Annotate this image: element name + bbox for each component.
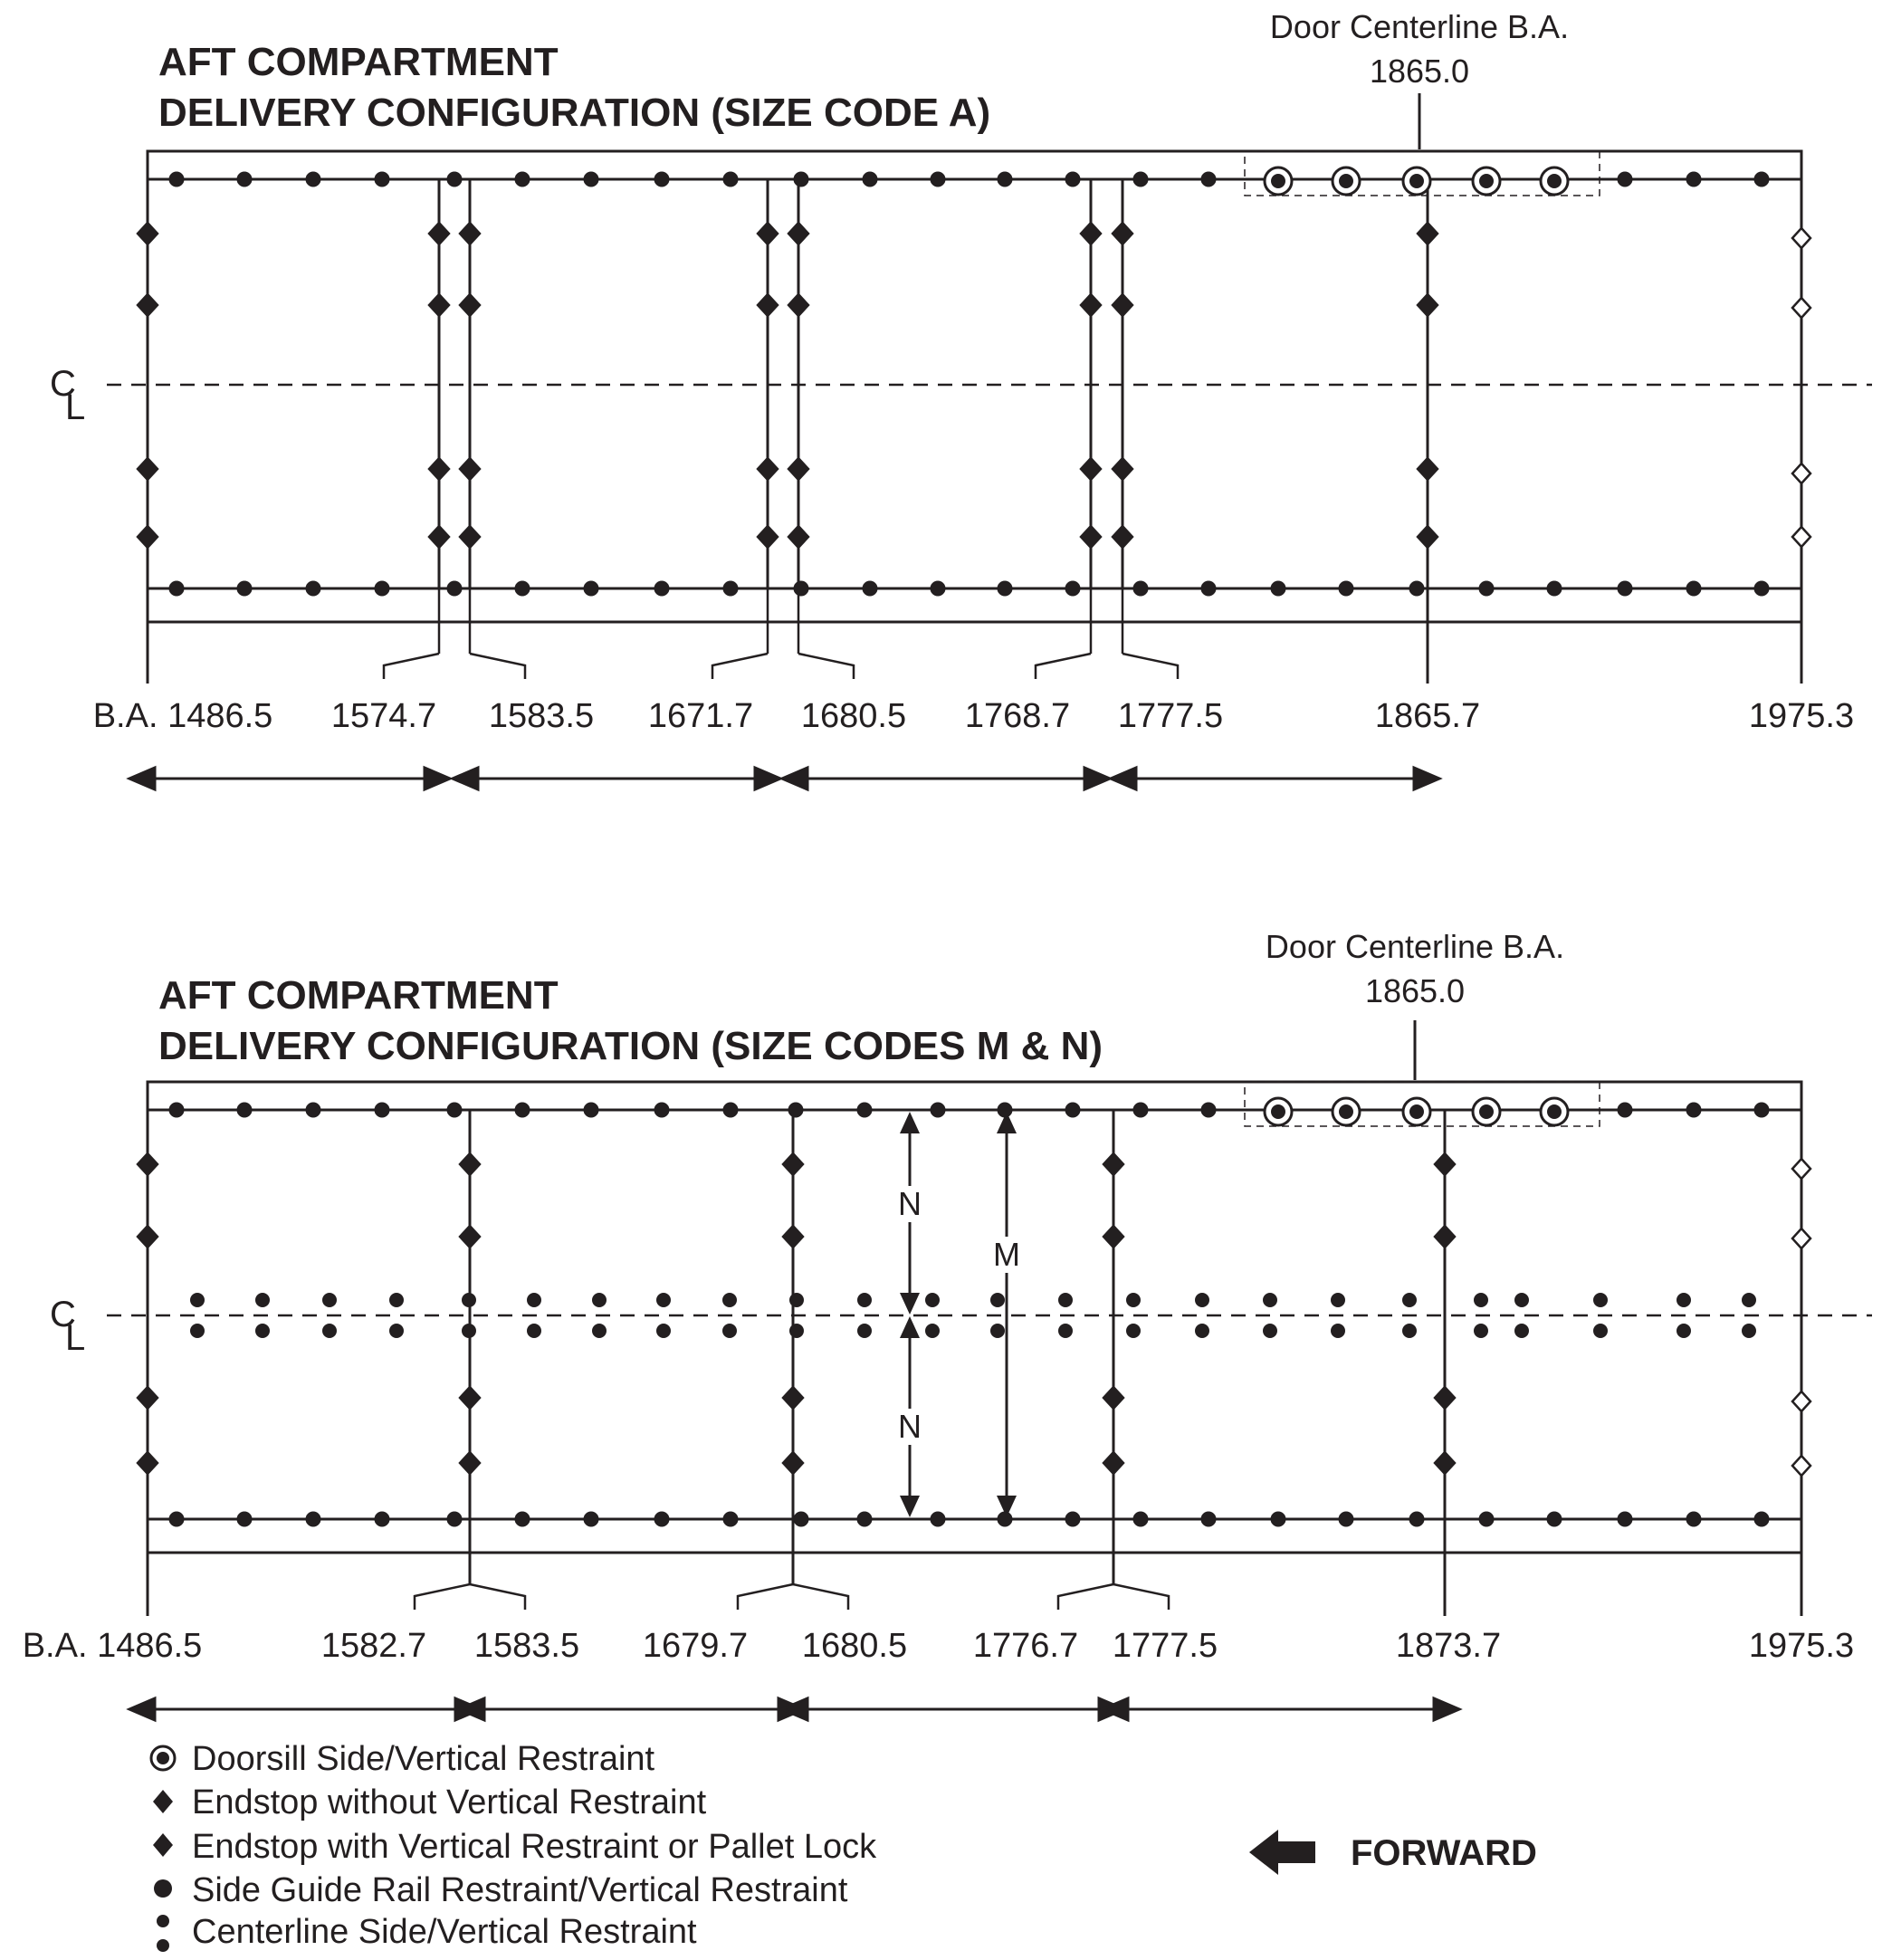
doorsill-restraint-core (1410, 175, 1424, 188)
centerline-restraint (593, 1294, 607, 1307)
side-guide-restraint (1133, 581, 1148, 596)
span-arrowhead-right (1434, 1698, 1459, 1720)
endstop-restraint (137, 457, 158, 481)
span-arrowhead-left (1111, 768, 1136, 789)
side-guide-restraint (1686, 172, 1701, 186)
centerline-restraint (1677, 1294, 1691, 1307)
side-guide-restraint (1065, 172, 1080, 186)
side-guide-restraint (515, 172, 530, 186)
span-arrowhead-left (129, 768, 155, 789)
diagram-a-title-line1: AFT COMPARTMENT (158, 40, 559, 84)
endstop-restraint (1434, 1386, 1456, 1410)
centerline-restraint (1196, 1294, 1209, 1307)
side-guide-restraint (375, 172, 389, 186)
endstop-restraint (428, 457, 450, 481)
centerline-restraint (790, 1324, 804, 1338)
side-guide-restraint (306, 172, 320, 186)
dim-n-bottom-arrowhead-down (900, 1496, 920, 1517)
endstop-restraint (1103, 1225, 1124, 1248)
endstop-restraint (1417, 525, 1438, 549)
diagram-mn-station-label: 1975.3 (1748, 1627, 1855, 1665)
diagram-mn-span-arrows (129, 1698, 1459, 1720)
doorsill-restraint-core (1480, 175, 1494, 188)
centerline-restraint (1059, 1324, 1073, 1338)
side-guide-restraint (931, 1103, 945, 1117)
diagram-mn-station-label: 1873.7 (1395, 1627, 1502, 1665)
side-guide-restraint (169, 172, 184, 186)
diagram-a-span-arrows (129, 768, 1439, 789)
endstop-restraint (137, 1225, 158, 1248)
forward-indicator (1249, 1830, 1537, 1875)
endstop-restraint (1417, 222, 1438, 245)
side-guide-restraint (584, 1512, 598, 1526)
doorsill-restraint-core (1480, 1105, 1494, 1119)
centerline-restraint (1264, 1294, 1277, 1307)
side-guide-restraint (169, 581, 184, 596)
centerline-restraint (657, 1294, 671, 1307)
endstop-restraint (459, 1386, 481, 1410)
side-guide-restraint (584, 1103, 598, 1117)
centerline-restraint (1515, 1294, 1529, 1307)
doorsill-restraint-icon-core (157, 1752, 169, 1764)
side-guide-restraint (794, 172, 808, 186)
centerline-restraint (1332, 1294, 1345, 1307)
centerline-restraint (858, 1324, 872, 1338)
diagram-size-code-a (50, 8, 1872, 789)
side-guide-restraint (584, 172, 598, 186)
endstop-restraint (459, 293, 481, 317)
diagram-a-title-line2: DELIVERY CONFIGURATION (SIZE CODE A) (158, 91, 991, 135)
endstop-lock-diamond-icon (153, 1833, 173, 1857)
endstop-restraint (1112, 457, 1133, 481)
centerline-restraint (1196, 1324, 1209, 1338)
centerline-restraint (1264, 1324, 1277, 1338)
side-guide-restraint (1547, 581, 1562, 596)
side-guide-restraint (169, 1103, 184, 1117)
endstop-restraint-open (1792, 1456, 1810, 1476)
side-guide-restraint (237, 581, 252, 596)
side-guide-restraint (931, 1512, 945, 1526)
legend-label: Side Guide Rail Restraint/Vertical Restraint (192, 1871, 848, 1909)
endstop-restraint (459, 525, 481, 549)
endstop-restraint (782, 1152, 804, 1176)
centerline-restraint (1127, 1294, 1141, 1307)
side-guide-restraint (998, 1103, 1012, 1117)
dim-n-top-arrowhead-up (900, 1112, 920, 1133)
side-guide-restraint (515, 1512, 530, 1526)
endstop-restraint (1080, 525, 1102, 549)
diagram-a-station-label: 1975.3 (1748, 697, 1855, 735)
side-guide-restraint (723, 581, 738, 596)
legend-label: Endstop without Vertical Restraint (192, 1783, 707, 1821)
side-guide-restraint (1409, 581, 1424, 596)
side-guide-restraint (1479, 581, 1494, 596)
endstop-restraint (1103, 1451, 1124, 1475)
side-guide-restraint (306, 1103, 320, 1117)
centerline-restraint (790, 1294, 804, 1307)
side-guide-restraint (1339, 581, 1353, 596)
endstop-restraint (1417, 293, 1438, 317)
side-guide-restraint (237, 172, 252, 186)
endstop-restraint (1112, 293, 1133, 317)
side-guide-restraint (306, 581, 320, 596)
span-arrowhead-right (1084, 768, 1110, 789)
dim-n-bottom-label: N (898, 1408, 922, 1445)
side-guide-restraint (1133, 1103, 1148, 1117)
centerline-restraint (858, 1294, 872, 1307)
diagram-mn-station-label: 1680.5 (801, 1627, 908, 1665)
diagram-a-door-value: 1865.0 (1369, 53, 1470, 90)
centerline-restraint (1403, 1324, 1417, 1338)
centerline-restraint (1127, 1324, 1141, 1338)
centerline-restraint (723, 1324, 737, 1338)
endstop-restraint (782, 1225, 804, 1248)
centerline-restraint (463, 1324, 476, 1338)
centerline-restraint (463, 1294, 476, 1307)
span-arrowhead-left (453, 768, 478, 789)
endstop-restraint (788, 457, 809, 481)
forward-arrow-icon (1249, 1830, 1315, 1875)
endstop-restraint (757, 222, 779, 245)
side-guide-restraint (375, 1512, 389, 1526)
centerline-restraint (390, 1324, 404, 1338)
side-guide-restraint (863, 581, 877, 596)
diagram-a-cl-c: C (50, 364, 76, 404)
diagram-a-compartment-frame (148, 151, 1801, 622)
endstop-restraint-open (1792, 527, 1810, 547)
legend-label: Doorsill Side/Vertical Restraint (192, 1740, 655, 1778)
diagram-a-station-label: 1671.7 (647, 697, 754, 735)
side-guide-restraint (1065, 1512, 1080, 1526)
side-guide-restraint (654, 1103, 669, 1117)
span-arrowhead-left (782, 768, 807, 789)
endstop-restraint (788, 293, 809, 317)
diagram-a-door-label: Door Centerline B.A. (1269, 8, 1570, 45)
diagram-mn-door-label: Door Centerline B.A. (1265, 928, 1565, 965)
endstop-restraint (1434, 1451, 1456, 1475)
side-guide-restraint (1754, 1103, 1769, 1117)
endstop-restraint (1112, 525, 1133, 549)
dim-n-top-arrowhead-down (900, 1293, 920, 1315)
side-guide-restraint (1271, 581, 1285, 596)
side-guide-restraint (1686, 581, 1701, 596)
doorsill-restraint-core (1410, 1105, 1424, 1119)
endstop-restraint (1080, 457, 1102, 481)
centerline-restraint (1515, 1324, 1529, 1338)
centerline-restraint (926, 1324, 940, 1338)
legend-label: Endstop with Vertical Restraint or Pallet Lock (192, 1828, 877, 1866)
side-guide-restraint (1065, 581, 1080, 596)
side-guide-restraint (584, 581, 598, 596)
diagram-mn-station-label: 1583.5 (473, 1627, 580, 1665)
side-guide-restraint (1618, 172, 1632, 186)
endstop-restraint (1103, 1152, 1124, 1176)
diagram-mn-cl-c: C (50, 1295, 76, 1334)
endstop-restraint (1434, 1152, 1456, 1176)
dim-n-top-label: N (898, 1185, 922, 1222)
side-guide-restraint (998, 1512, 1012, 1526)
side-guide-restraint (447, 1103, 462, 1117)
diagram-mn-station-brackets (415, 1584, 1169, 1610)
diagram-mn-door-value: 1865.0 (1364, 972, 1466, 1009)
side-guide-restraint (654, 1512, 669, 1526)
centerline-restraint (991, 1294, 1005, 1307)
diagram-mn-station-label: 1777.5 (1112, 1627, 1218, 1665)
side-guide-restraint (1133, 1512, 1148, 1526)
side-guide-restraint (857, 1512, 872, 1526)
legend-label: Centerline Side/Vertical Restraint (192, 1913, 697, 1951)
side-guide-restraint (1339, 1512, 1353, 1526)
endstop-restraint-open (1792, 1159, 1810, 1179)
endstop-restraint (459, 222, 481, 245)
side-guide-restraint (1065, 1103, 1080, 1117)
side-guide-restraint (1201, 1103, 1216, 1117)
diagram-a-pallet-lines (148, 179, 1428, 684)
endstop-restraint (788, 222, 809, 245)
endstop-restraint (782, 1451, 804, 1475)
centerline-restraint (1403, 1294, 1417, 1307)
doorsill-restraint-core (1272, 175, 1285, 188)
side-guide-restraint (788, 1103, 803, 1117)
endstop-restraint (1434, 1225, 1456, 1248)
diagram-a-station-label: 1777.5 (1117, 697, 1224, 735)
diagram-mn-compartment-frame (148, 1082, 1801, 1553)
side-guide-restraint (1201, 172, 1216, 186)
endstop-restraint (137, 222, 158, 245)
centerline-restraint (1594, 1324, 1608, 1338)
centerline-restraint (1059, 1294, 1073, 1307)
endstop-restraint-open (1792, 1229, 1810, 1248)
legend (151, 1740, 877, 1952)
endstop-restraint (459, 457, 481, 481)
side-guide-restraint (1547, 1512, 1562, 1526)
side-guide-restraint (723, 172, 738, 186)
endstop-restraint (1103, 1386, 1124, 1410)
side-guide-restraint (515, 1103, 530, 1117)
diagram-mn-pallet-lines (148, 1110, 1445, 1616)
centerline-restraint (390, 1294, 404, 1307)
side-guide-restraint (237, 1512, 252, 1526)
side-guide-restraint (794, 1512, 808, 1526)
diagram-a-station-label: 1768.7 (964, 697, 1071, 735)
endstop-restraint (1112, 222, 1133, 245)
side-guide-restraint (863, 172, 877, 186)
side-guide-restraint (723, 1103, 738, 1117)
endstop-restraint (459, 1152, 481, 1176)
centerline-dot-pair-icon (157, 1939, 169, 1952)
centerline-restraint (191, 1324, 205, 1338)
dim-m-label: M (993, 1236, 1020, 1273)
centerline-restraint (256, 1294, 270, 1307)
side-guide-restraint (447, 1512, 462, 1526)
endstop-restraint (1080, 293, 1102, 317)
side-guide-restraint (1409, 1512, 1424, 1526)
centerline-restraint (1332, 1324, 1345, 1338)
doorsill-restraint-core (1340, 175, 1353, 188)
side-guide-restraint (931, 172, 945, 186)
side-guide-restraint (1201, 1512, 1216, 1526)
diagram-a-station-label: 1865.7 (1374, 697, 1481, 735)
endstop-restraint (428, 293, 450, 317)
diagram-size-codes-m-n (23, 928, 1872, 1720)
side-guide-restraint (998, 581, 1012, 596)
side-guide-restraint (375, 1103, 389, 1117)
endstop-restraint-open (1792, 298, 1810, 318)
side-guide-restraint (375, 581, 389, 596)
centerline-restraint (1677, 1324, 1691, 1338)
span-arrowhead-right (1414, 768, 1439, 789)
side-guide-restraint (654, 581, 669, 596)
diagram-mn-station-label: 1776.7 (972, 1627, 1079, 1665)
centerline-restraint (323, 1324, 337, 1338)
side-guide-restraint (723, 1512, 738, 1526)
endstop-diamond-icon (153, 1790, 173, 1813)
endstop-restraint (137, 525, 158, 549)
side-guide-restraint (1618, 1512, 1632, 1526)
endstop-restraint-open (1792, 1391, 1810, 1411)
side-guide-restraint (447, 581, 462, 596)
centerline-restraint (256, 1324, 270, 1338)
diagram-a-station-label: 1574.7 (330, 697, 437, 735)
side-guide-restraint (1271, 1512, 1285, 1526)
legend-item-doorsill (151, 1740, 655, 1778)
diagram-a-restraints (137, 167, 1810, 596)
endstop-restraint (1417, 457, 1438, 481)
centerline-restraint (1594, 1294, 1608, 1307)
diagram-mn-restraints (137, 1098, 1810, 1526)
side-guide-restraint (306, 1512, 320, 1526)
side-guide-restraint (931, 581, 945, 596)
centerline-restraint (528, 1324, 541, 1338)
side-guide-restraint (1754, 581, 1769, 596)
side-guide-restraint (998, 172, 1012, 186)
diagram-a-station-label: 1680.5 (800, 697, 907, 735)
endstop-restraint (428, 222, 450, 245)
centerline-restraint (593, 1324, 607, 1338)
legend-item-endstop-with (153, 1828, 877, 1866)
doorsill-restraint-core (1272, 1105, 1285, 1119)
endstop-restraint (757, 457, 779, 481)
centerline-restraint (191, 1294, 205, 1307)
side-guide-restraint (1618, 1103, 1632, 1117)
centerline-restraint (528, 1294, 541, 1307)
diagram-mn-cl-l: L (65, 1318, 86, 1358)
doorsill-restraint-core (1340, 1105, 1353, 1119)
centerline-restraint (1743, 1324, 1756, 1338)
endstop-restraint (459, 1225, 481, 1248)
side-guide-restraint (1133, 172, 1148, 186)
centerline-dot-pair-icon (157, 1915, 169, 1927)
endstop-restraint-open (1792, 228, 1810, 248)
side-guide-restraint (654, 172, 669, 186)
side-guide-restraint (1754, 1512, 1769, 1526)
side-guide-restraint (1479, 1512, 1494, 1526)
centerline-restraint (926, 1294, 940, 1307)
centerline-restraint (991, 1324, 1005, 1338)
endstop-restraint (788, 525, 809, 549)
diagram-mn-station-label: 1679.7 (642, 1627, 749, 1665)
centerline-restraint (657, 1324, 671, 1338)
legend-item-endstop-without (153, 1783, 707, 1821)
legend-item-centerline (157, 1913, 697, 1952)
diagram-mn-station-label: 1582.7 (320, 1627, 427, 1665)
side-guide-restraint (1686, 1103, 1701, 1117)
diagram-a-station-label: B.A. 1486.5 (92, 697, 273, 735)
side-guide-restraint (1618, 581, 1632, 596)
diagram-mn-title-line1: AFT COMPARTMENT (158, 973, 559, 1018)
side-guide-dot-icon (154, 1879, 172, 1898)
side-guide-restraint (857, 1103, 872, 1117)
diagram-mn-title-line2: DELIVERY CONFIGURATION (SIZE CODES M & N) (158, 1024, 1103, 1068)
endstop-restraint (137, 293, 158, 317)
endstop-restraint (757, 293, 779, 317)
legend-item-side-guide (154, 1871, 848, 1909)
centerline-restraint (1475, 1324, 1488, 1338)
centerline-restraint (1475, 1294, 1488, 1307)
endstop-restraint (137, 1386, 158, 1410)
side-guide-restraint (447, 172, 462, 186)
endstop-restraint (137, 1451, 158, 1475)
doorsill-restraint-core (1548, 175, 1562, 188)
endstop-restraint (137, 1152, 158, 1176)
dim-n-bottom-arrowhead-up (900, 1316, 920, 1338)
endstop-restraint (757, 525, 779, 549)
side-guide-restraint (1686, 1512, 1701, 1526)
span-arrowhead-right (425, 768, 450, 789)
endstop-restraint (459, 1451, 481, 1475)
side-guide-restraint (237, 1103, 252, 1117)
diagram-a-station-brackets (384, 588, 1178, 679)
doorsill-restraint-core (1548, 1105, 1562, 1119)
side-guide-restraint (794, 581, 808, 596)
diagram-a-cl-l: L (65, 387, 86, 427)
endstop-restraint (782, 1386, 804, 1410)
forward-label: FORWARD (1351, 1833, 1537, 1873)
endstop-restraint (1080, 222, 1102, 245)
centerline-restraint (723, 1294, 737, 1307)
side-guide-restraint (515, 581, 530, 596)
endstop-restraint-open (1792, 464, 1810, 483)
centerline-restraint (323, 1294, 337, 1307)
diagram-mn-station-label: B.A. 1486.5 (22, 1627, 203, 1665)
span-arrowhead-right (755, 768, 780, 789)
side-guide-restraint (1201, 581, 1216, 596)
span-arrowhead-left (129, 1698, 155, 1720)
side-guide-restraint (1754, 172, 1769, 186)
centerline-restraint (1743, 1294, 1756, 1307)
diagram-a-station-label: 1583.5 (488, 697, 595, 735)
side-guide-restraint (169, 1512, 184, 1526)
endstop-restraint (428, 525, 450, 549)
